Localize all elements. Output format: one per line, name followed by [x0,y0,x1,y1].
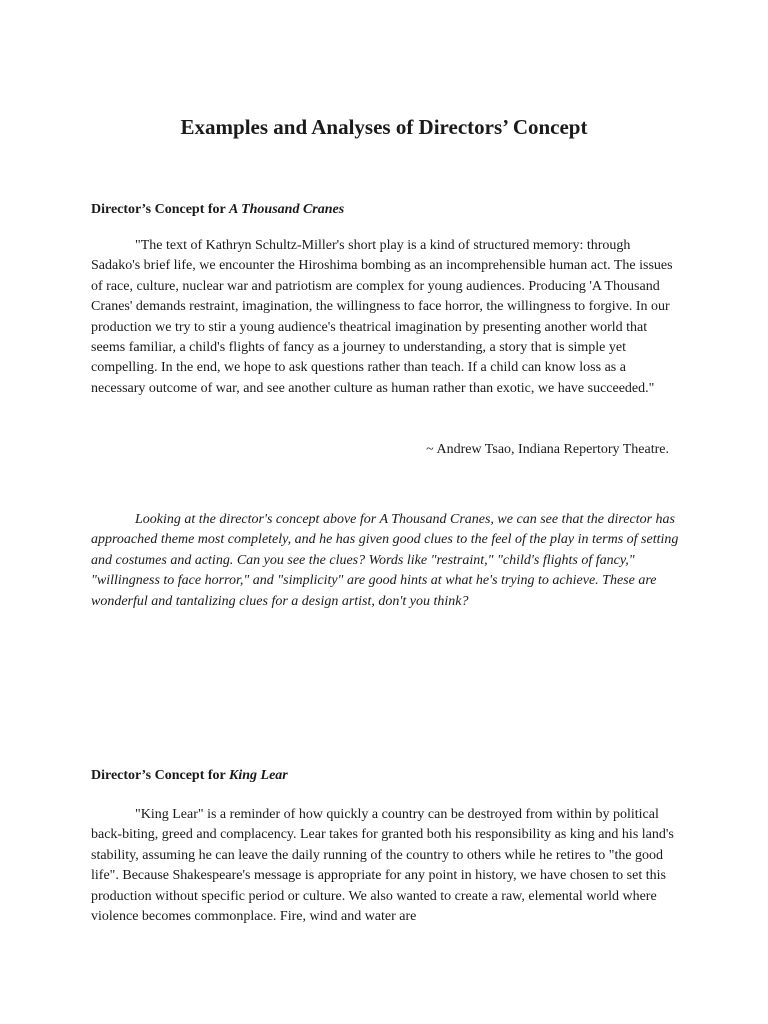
section-heading-thousand-cranes [91,201,344,219]
quote-attribution: ~ Andrew Tsao, Indiana Repertory Theatre. [426,442,669,457]
heading-play-title: A Thousand Cranes [229,202,345,217]
heading-prefix: Director’s Concept for [91,202,230,217]
section-heading-king-lear [91,767,288,785]
heading-prefix: Director’s Concept for [91,768,230,783]
analysis-paragraph: Looking at the director's concept above for A Thousand Cranes, we can see that the director has approached theme most completely, and he has given good clues to the feel of the play in terms of setting and costumes and acting. Can you see the clues? Words like "restraint," "child's flights of fancy," "willingness to face horror," and "simplicity" are good hints at what he's trying to achieve. These are wonderful and tantalizing clues for a design artist, don't you think? [91,512,679,609]
concept-quote-king-lear: "King Lear" is a reminder of how quickly a country can be destroyed from within by political back-biting, greed and complacency. Lear takes for granted both his responsibility as king and his land's stability, assuming he can leave the daily running of the country to others while he retires to "the good life". Because Shakespeare's message is appropriate for any point in history, we have chosen to set this production without specific period or culture. We also wanted to create a raw, elemental world where violence becomes commonplace. Fire, wind and water are [91,807,674,925]
concept-quote-thousand-cranes: "The text of Kathryn Schultz-Miller's short play is a kind of structured memory: through Sadako's brief life, we encounter the Hiroshima bombing as an incomprehensible human act. The issues of race, culture, nuclear war and patriotism are complex for young audiences. Producing 'A Thousand Cranes' demands restraint, imagination, the willingness to face horror, the willingness to forgive. In our production we try to stir a young audience's theatrical imagination by presenting another world that seems familiar, a child's flights of fancy as a journey to understanding, a story that is simple yet compelling. In the end, we hope to ask questions rather than teach. If a child can know loss as a necessary outcome of war, and see another culture as human rather than exotic, we have succeeded." [91,238,673,396]
page-title: Examples and Analyses of Directors’ Concept [180,115,588,139]
heading-play-title: King Lear [229,768,288,783]
